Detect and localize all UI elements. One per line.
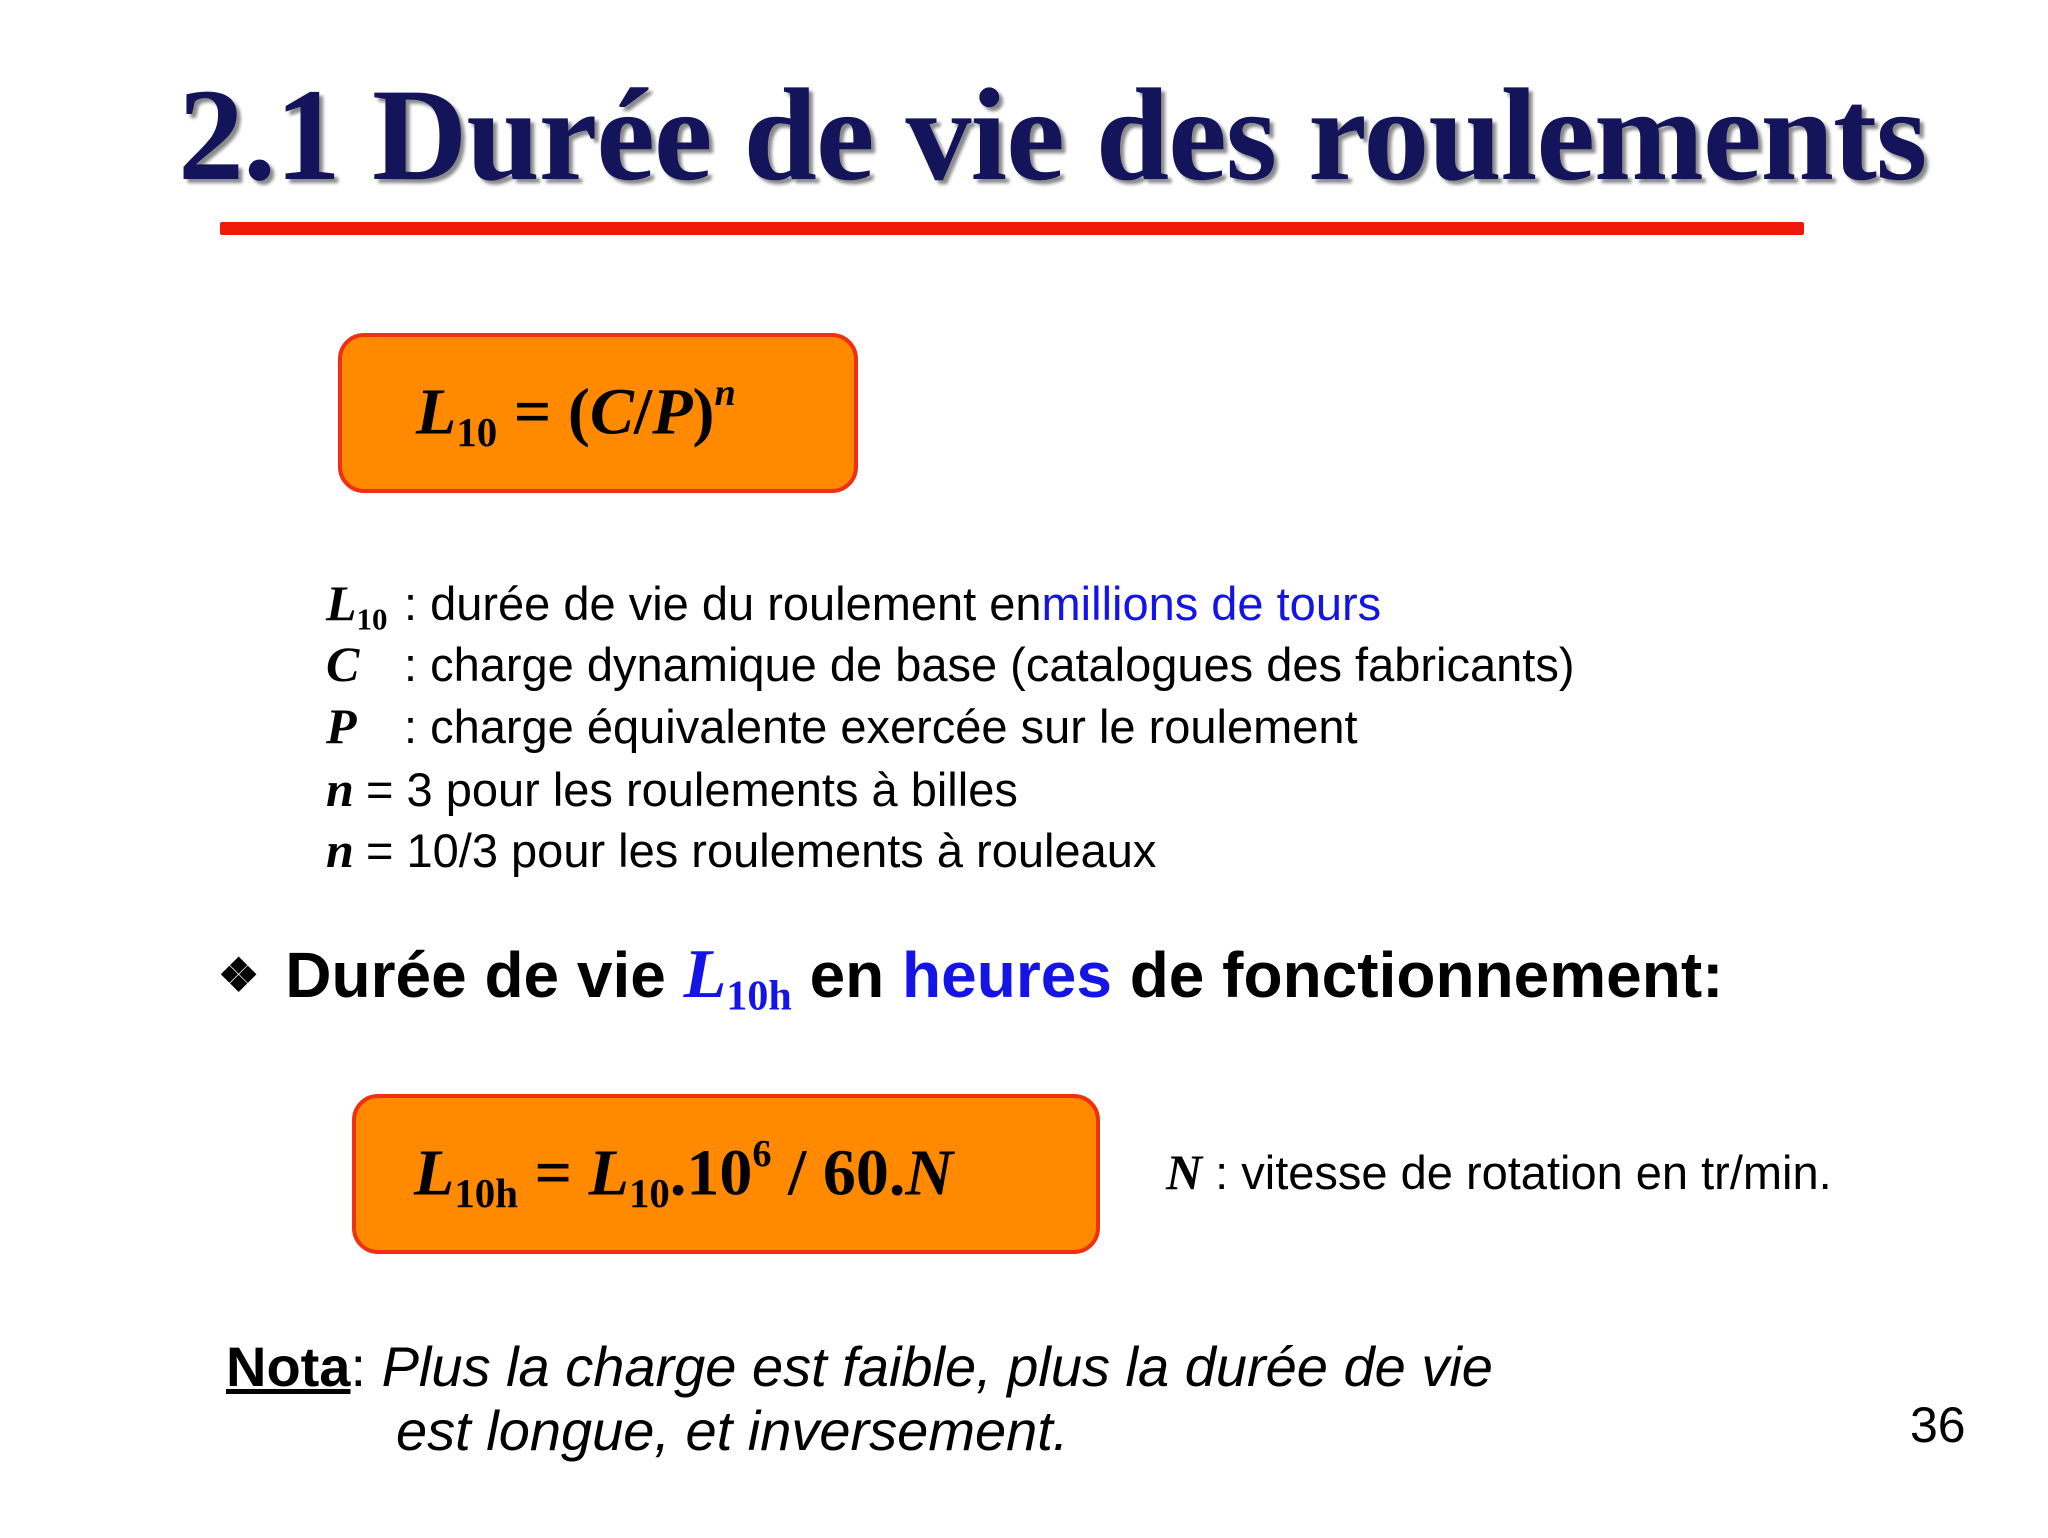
formula-l10h-lhs-sub: 10h [454,1170,518,1216]
definition-text: = 10/3 pour les roulements à rouleaux [366,824,1157,877]
definition-symbol: C [326,636,360,692]
formula-l10-close: ) [692,375,715,449]
definition-symbol-sub: 10 [356,601,388,637]
formula-box-l10 [338,333,858,493]
slide-title: 2.1 Durée de vie des roulements [178,61,1927,208]
definition-text: : charge équivalente exercée sur le roulement [404,700,1358,753]
definition-symbol: n [326,822,354,878]
formula-l10h-exp: 6 [752,1132,772,1175]
definition-text: = 3 pour les roulements à billes [366,763,1018,816]
definition-text-highlight: millions de tours [1041,577,1382,630]
formula-l10-exp: n [714,371,736,414]
nota-line-1 [226,1334,1493,1399]
section-heading-text-b: en [791,939,903,1011]
formula-l10h-tail: / 60. [771,1136,906,1210]
definition-symbol [326,574,404,637]
definition-row-n-roller [326,821,1156,879]
formula-l10h-mid: .10 [669,1136,753,1210]
definition-symbol-main: L [326,575,357,631]
section-heading-symbol [684,935,792,1021]
nota-colon: : [350,1335,382,1398]
formula-l10h-lhs: L [414,1136,455,1210]
definition-symbol: P [326,698,357,754]
definition-text: : charge dynamique de base (catalogues des fabricants) [404,638,1575,691]
formula-l10-c: C [589,375,634,449]
formula-box-l10h [352,1094,1100,1254]
section-heading-text-a: Durée de vie [285,939,666,1011]
formula-l10-slash: / [633,375,653,449]
formula-l10h-rhs-sub: 10 [628,1170,670,1216]
section-heading-symbol-main: L [683,936,727,1013]
formula-l10h-eq: = [518,1136,589,1210]
formula-l10-lhs-sub: 10 [456,409,498,455]
definition-row-p [326,697,1358,755]
formula-l10-p: P [652,375,693,449]
speed-definition-text: : vitesse de rotation en tr/min. [1202,1146,1832,1199]
speed-definition [1166,1143,1832,1201]
diamond-bullet-icon: ❖ [218,949,260,1001]
definition-row-l10 [326,574,1381,637]
formula-l10h-rhs: L [588,1136,629,1210]
page-number: 36 [1910,1397,1966,1453]
definition-row-n-ball [326,760,1018,818]
nota-label: Nota [226,1335,351,1398]
nota-text-line-2: est longue, et inversement. [396,1399,1069,1462]
speed-definition-symbol: N [1166,1144,1203,1200]
definition-symbol: n [326,761,354,817]
nota-text-line-1: Plus la charge est faible, plus la durée de vie [381,1335,1493,1398]
formula-l10 [416,371,736,456]
section-heading-l10h [218,935,1723,1021]
formula-l10-eq: = ( [497,375,590,449]
definition-row-c [326,635,1574,693]
title-underline-rule [220,222,1804,235]
formula-l10-lhs: L [416,375,457,449]
definition-text: : durée de vie du roulement en [404,577,1042,630]
section-heading-symbol-sub: 10h [726,973,792,1020]
section-heading-highlight: heures [902,939,1112,1011]
section-heading-text-c: de fonctionnement: [1111,939,1724,1011]
formula-l10h [414,1132,953,1217]
formula-l10h-n: N [905,1136,953,1210]
